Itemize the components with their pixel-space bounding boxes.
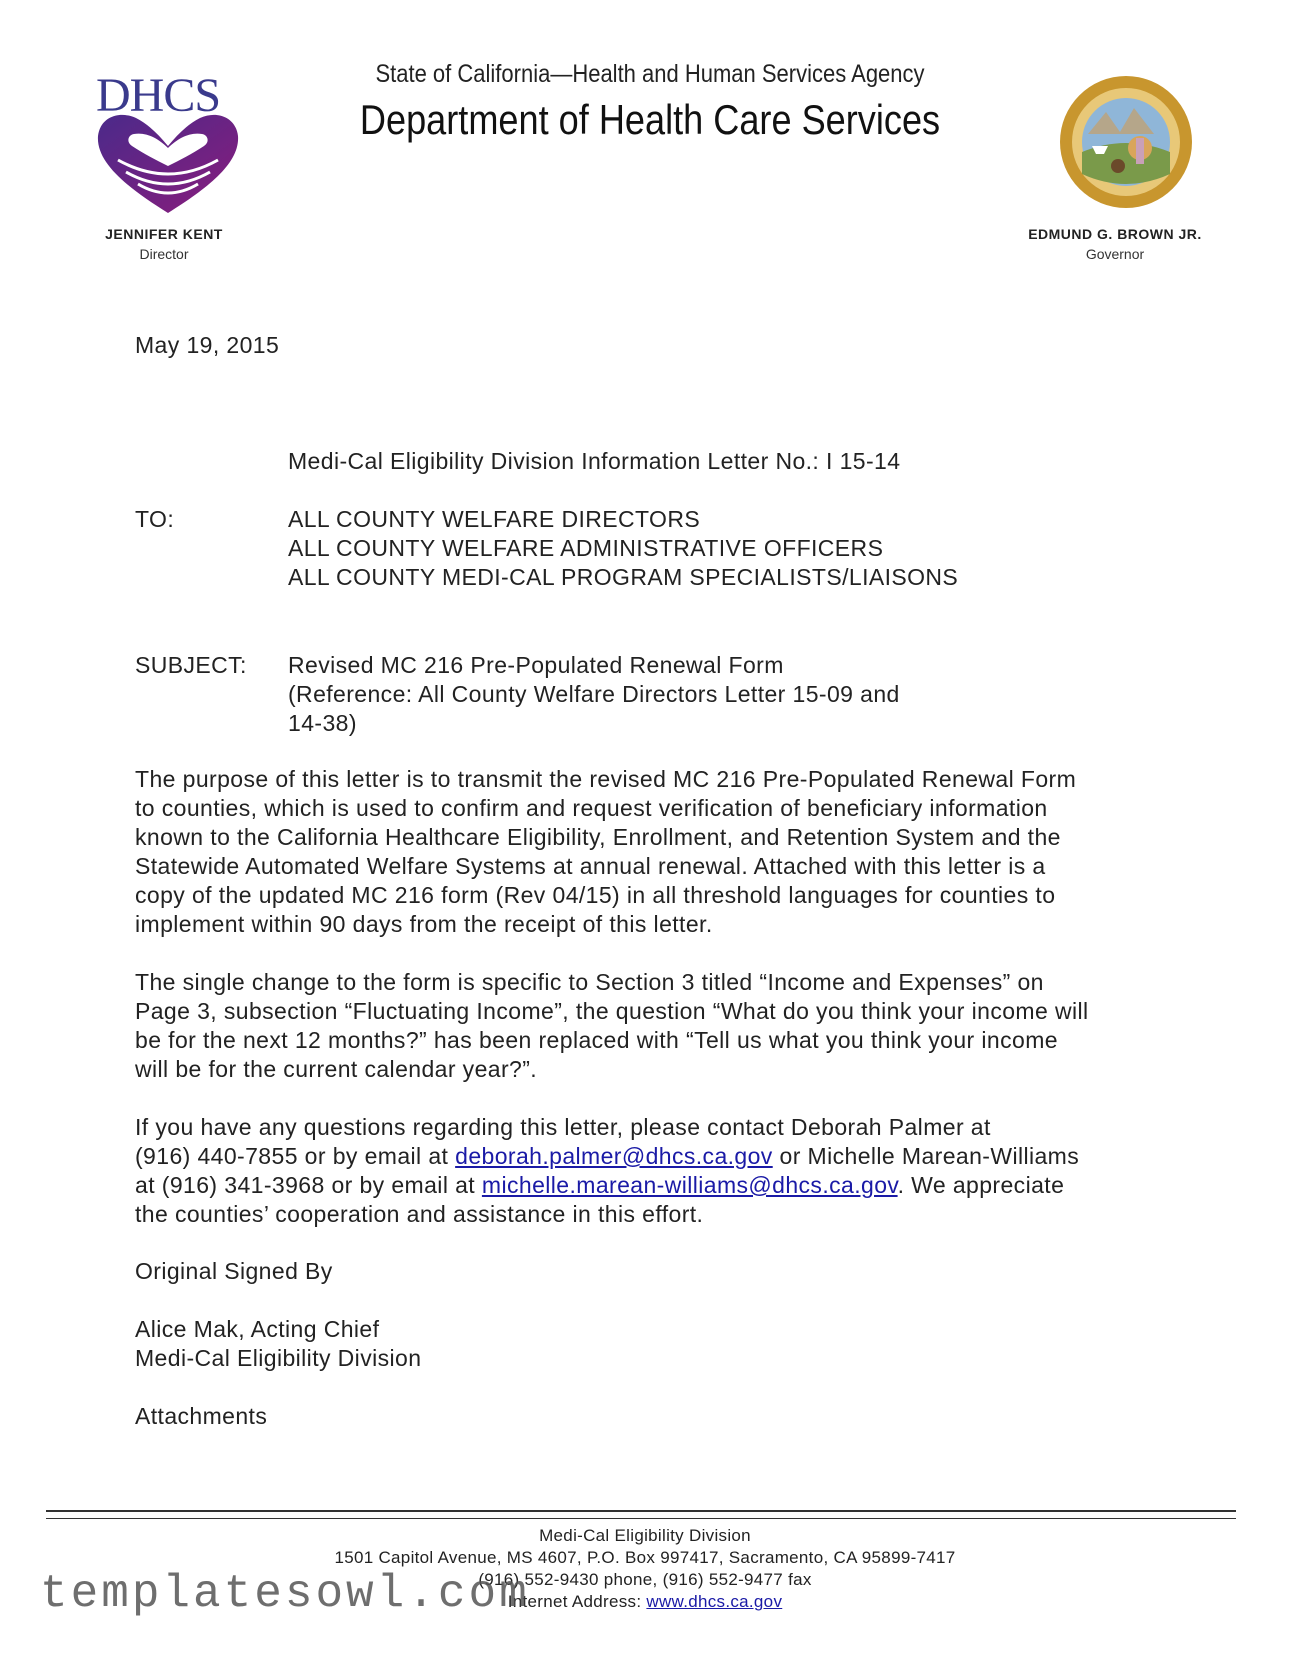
state-seal-icon <box>1058 74 1194 210</box>
signer-division: Medi-Cal Eligibility Division <box>135 1345 422 1371</box>
letter-number: Medi-Cal Eligibility Division Information Letter No.: I 15-14 <box>288 448 901 474</box>
footer-divider <box>46 1510 1236 1519</box>
governor-name: EDMUND G. BROWN JR. <box>1028 226 1202 242</box>
paragraph-line: the counties’ cooperation and assistance in this effort. <box>135 1201 704 1227</box>
director-title: Director <box>139 246 189 262</box>
contact-text: or Michelle Marean-Williams <box>772 1143 1080 1169</box>
paragraph-line <box>135 1142 1150 1171</box>
paragraph-line: implement within 90 days from the receipt of this letter. <box>135 911 713 937</box>
logo-text: DHCS <box>96 69 221 122</box>
subject-text <box>288 651 988 738</box>
subject-line: 14-38) <box>288 710 357 736</box>
heart-hands-icon <box>88 68 248 218</box>
paragraph-change <box>135 968 1150 1084</box>
subject-line: (Reference: All County Welfare Directors Letter 15-09 and <box>288 681 900 707</box>
subject-line: Revised MC 216 Pre-Populated Renewal Form <box>288 652 784 678</box>
paragraph-line: The single change to the form is specific to Section 3 titled “Income and Expenses” on <box>135 969 1044 995</box>
paragraph-purpose <box>135 765 1150 939</box>
recipient-line: ALL COUNTY MEDI-CAL PROGRAM SPECIALISTS/LIAISONS <box>288 564 959 590</box>
paragraph-line: Statewide Automated Welfare Systems at annual renewal. Attached with this letter is a <box>135 853 1046 879</box>
paragraph-line: The purpose of this letter is to transmit the revised MC 216 Pre-Populated Renewal Form <box>135 766 1077 792</box>
contact-text: (916) 440-7855 or by email at <box>135 1143 456 1169</box>
signer-name: Alice Mak, Acting Chief <box>135 1316 380 1342</box>
letter-date: May 19, 2015 <box>135 332 280 358</box>
paragraph-line: to counties, which is used to confirm and request verification of beneficiary information <box>135 795 1048 821</box>
signed-by: Original Signed By <box>135 1258 333 1284</box>
contact-text: . We appreciate <box>897 1172 1065 1198</box>
internet-label: Internet Address: <box>507 1592 647 1611</box>
recipient-line: ALL COUNTY WELFARE DIRECTORS <box>288 506 701 532</box>
paragraph-line: will be for the current calendar year?”. <box>135 1056 538 1082</box>
paragraph-line <box>135 1171 1150 1200</box>
subject-label: SUBJECT: <box>135 652 247 678</box>
director-name: JENNIFER KENT <box>105 226 223 242</box>
contact-text: at (916) 341-3968 or by email at <box>135 1172 482 1198</box>
recipient-line: ALL COUNTY WELFARE ADMINISTRATIVE OFFICERS <box>288 535 884 561</box>
paragraph-line: copy of the updated MC 216 form (Rev 04/15) in all threshold languages for counties to <box>135 882 1056 908</box>
agency-name: State of California—Health and Human Services Agency <box>375 60 925 88</box>
email-link-marean-williams[interactable]: michelle.marean-williams@dhcs.ca.gov <box>481 1172 898 1198</box>
to-label: TO: <box>135 506 175 532</box>
paragraph-line: known to the California Healthcare Eligibility, Enrollment, and Retention System and the <box>135 824 1061 850</box>
governor-title: Governor <box>1085 246 1145 262</box>
paragraph-line: Page 3, subsection “Fluctuating Income”, the question “What do you think your income will <box>135 998 1089 1024</box>
dhcs-logo <box>88 68 248 218</box>
attachments-label: Attachments <box>135 1403 268 1429</box>
website-link[interactable]: www.dhcs.ca.gov <box>646 1592 783 1611</box>
paragraph-line: be for the next 12 months?” has been replaced with “Tell us what you think your income <box>135 1027 1058 1053</box>
footer-division: Medi-Cal Eligibility Division <box>539 1526 751 1545</box>
paragraph-line: If you have any questions regarding this letter, please contact Deborah Palmer at <box>135 1114 991 1140</box>
department-name: Department of Health Care Services <box>359 96 941 143</box>
paragraph-contact <box>135 1113 1150 1229</box>
footer-phone-fax: (916) 552-9430 phone, (916) 552-9477 fax <box>478 1570 812 1589</box>
watermark: templatesowl.com <box>40 1568 530 1620</box>
recipient-list <box>288 505 958 592</box>
footer-address: 1501 Capitol Avenue, MS 4607, P.O. Box 997417, Sacramento, CA 95899-7417 <box>334 1548 956 1567</box>
email-link-palmer[interactable]: deborah.palmer@dhcs.ca.gov <box>455 1143 773 1169</box>
